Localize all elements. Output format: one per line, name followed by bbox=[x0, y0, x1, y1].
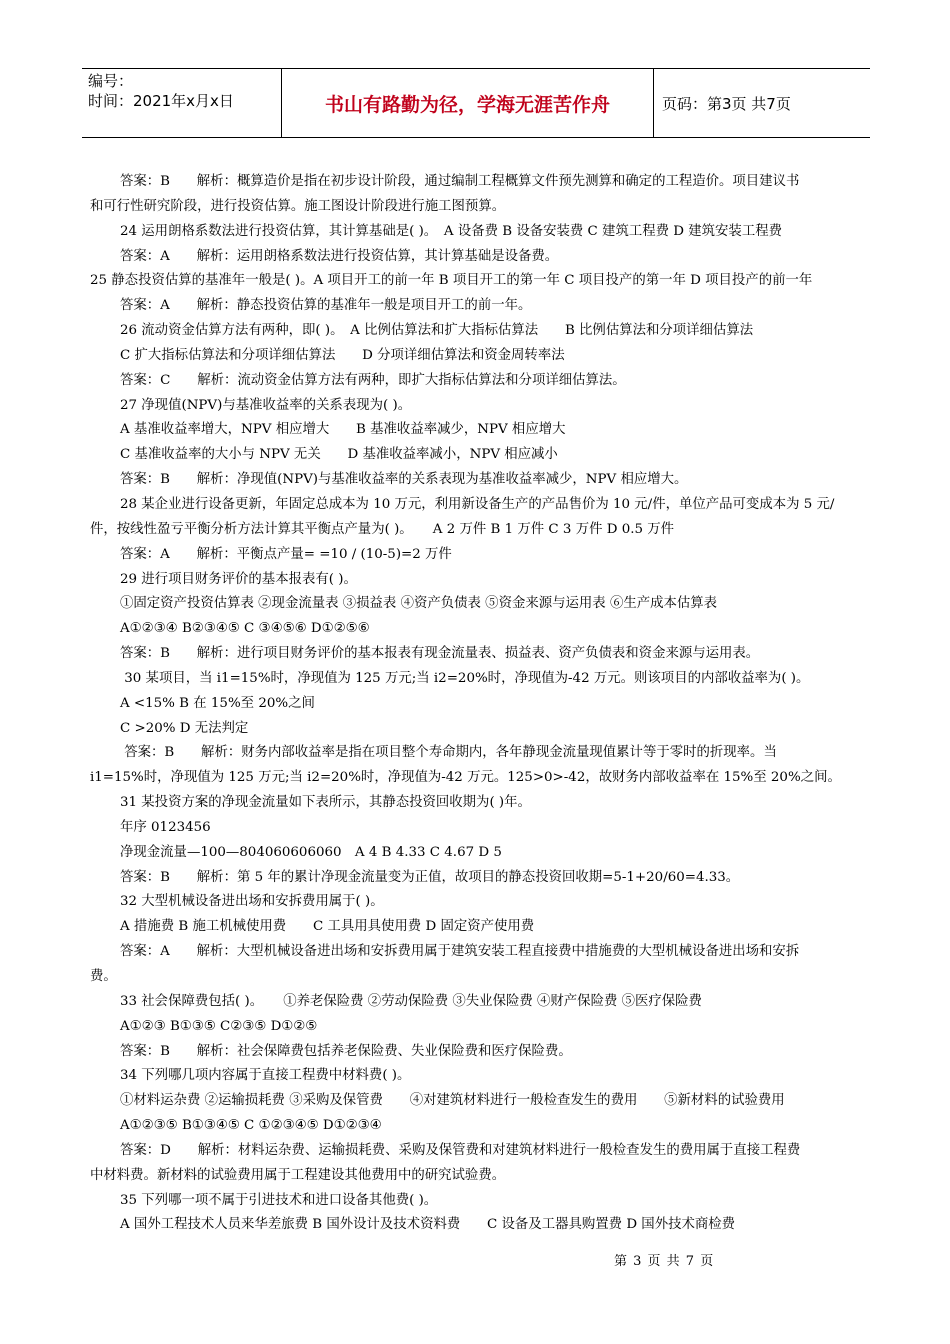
header-page-info: 页码：第3页 共7页 bbox=[662, 94, 791, 113]
text-line: 34 下列哪几项内容属于直接工程费中材料费( )。 bbox=[120, 1068, 411, 1084]
page-footer: 第 3 页 共 7 页 bbox=[614, 1254, 715, 1269]
text-line: C 扩大指标估算法和分项详细估算法 D 分项详细估算法和资金周转率法 bbox=[120, 347, 565, 363]
text-line: 31 某投资方案的净现金流量如下表所示，其静态投资回收期为( )年。 bbox=[120, 795, 531, 811]
text-line: i1=15%时，净现值为 125 万元;当 i2=20%时，净现值为-42 万元。125>0>-42，故财务内部收益率在 15%至 20%之间。 bbox=[90, 770, 841, 786]
text-line: 答案：A 解析：运用朗格系数法进行投资估算，其计算基础是设备费。 bbox=[120, 248, 559, 264]
document-number: 编号： bbox=[88, 72, 134, 90]
text-line: 35 下列哪一项不属于引进技术和进口设备其他费( )。 bbox=[120, 1192, 438, 1208]
text-line: A①②③⑤ B①③④⑤ C ①②③④⑤ D①②③④ bbox=[120, 1118, 382, 1134]
text-line: 件，按线性盈亏平衡分析方法计算其平衡点产量为( )。 A 2 万件 B 1 万件 C 3 万件 D 0.5 万件 bbox=[90, 521, 675, 537]
text-line: 28 某企业进行设备更新，年固定总成本为 10 万元，利用新设备生产的产品售价为 10 元/件，单位产品可变成本为 5 元/ bbox=[120, 496, 835, 512]
text-line: 答案：B 解析：第 5 年的累计净现金流量变为正值，故项目的静态投资回收期=5-1+20/60=4.33。 bbox=[120, 869, 740, 885]
text-line: A 国外工程技术人员来华差旅费 B 国外设计及技术资料费 C 设备及工器具购置费 D 国外技术商检费 bbox=[120, 1217, 736, 1233]
text-line: 答案：A 解析：静态投资估算的基准年一般是项目开工的前一年。 bbox=[120, 298, 532, 314]
text-line: 年序 0123456 bbox=[120, 819, 211, 835]
text-line: A①②③④ B②③④⑤ C ③④⑤⑥ D①②⑤⑥ bbox=[120, 621, 370, 637]
text-line: A <15% B 在 15%至 20%之间 bbox=[120, 695, 315, 711]
text-line: 答案：C 解析：流动资金估算方法有两种，即扩大指标估算法和分项详细估算法。 bbox=[120, 372, 626, 388]
text-line: A①②③ B①③⑤ C②③⑤ D①②⑤ bbox=[120, 1018, 318, 1034]
text-line: 答案：D 解析：材料运杂费、运输损耗费、采购及保管费和对建筑材料进行一般检查发生的费用属于直接工程费 bbox=[120, 1142, 801, 1158]
text-line: 27 净现值(NPV)与基准收益率的关系表现为( )。 bbox=[120, 397, 412, 413]
text-line: 答案：B 解析：社会保障费包括养老保险费、失业保险费和医疗保险费。 bbox=[120, 1043, 572, 1059]
text-line: 25 静态投资估算的基准年一般是( )。A 项目开工的前一年 B 项目开工的第一年 C 项目投产的第一年 D 项目投产的前一年 bbox=[90, 273, 813, 289]
document-time: 时间：2021年x月x日 bbox=[88, 92, 234, 110]
page-header bbox=[82, 68, 870, 138]
text-line: C >20% D 无法判定 bbox=[120, 720, 249, 736]
text-line: ①材料运杂费 ②运输损耗费 ③采购及保管费 ④对建筑材料进行一般检查发生的费用 ⑤新材料的试验费用 bbox=[120, 1093, 785, 1109]
document-body bbox=[90, 170, 862, 1238]
text-line: A 基准收益率增大，NPV 相应增大 B 基准收益率减少，NPV 相应增大 bbox=[120, 422, 566, 438]
text-line: 24 运用朗格系数法进行投资估算，其计算基础是( )。 A 设备费 B 设备安装费 C 建筑工程费 D 建筑安装工程费 bbox=[120, 223, 782, 239]
text-line: 32 大型机械设备进出场和安拆费用属于( )。 bbox=[120, 894, 384, 910]
header-meta bbox=[82, 69, 282, 137]
text-line: 答案：B 解析：财务内部收益率是指在项目整个寿命期内，各年静现金流量现值累计等于零时的折现率。当 bbox=[120, 745, 777, 761]
text-line: 答案：A 解析：大型机械设备进出场和安拆费用属于建筑安装工程直接费中措施费的大型机械设备进出场和安拆 bbox=[120, 944, 800, 960]
text-line: 答案：B 解析：净现值(NPV)与基准收益率的关系表现为基准收益率减少，NPV 相应增大。 bbox=[120, 472, 688, 488]
text-line: 答案：A 解析：平衡点产量= =10 / (10-5)=2 万件 bbox=[120, 546, 452, 562]
text-line: 中材料费。新材料的试验费用属于工程建设其他费用中的研究试验费。 bbox=[90, 1167, 506, 1183]
text-line: C 基准收益率的大小与 NPV 无关 D 基准收益率减小，NPV 相应减小 bbox=[120, 447, 558, 463]
text-line: ①固定资产投资估算表 ②现金流量表 ③损益表 ④资产负债表 ⑤资金来源与运用表 ⑥生产成本估算表 bbox=[120, 596, 718, 612]
text-line: 答案：B 解析：概算造价是指在初步设计阶段，通过编制工程概算文件预先测算和确定的工程造价。项目建议书 bbox=[120, 174, 800, 189]
text-line: A 措施费 B 施工机械使用费 C 工具用具使用费 D 固定资产使用费 bbox=[120, 919, 535, 935]
text-line: 33 社会保障费包括( )。 ①养老保险费 ②劳动保险费 ③失业保险费 ④财产保险费 ⑤医疗保险费 bbox=[120, 993, 702, 1009]
text-line: 净现金流量—100—804060606060 A 4 B 4.33 C 4.67 D 5 bbox=[120, 844, 502, 860]
text-line: 费。 bbox=[90, 969, 117, 984]
text-line: 答案：B 解析：进行项目财务评价的基本报表有现金流量表、损益表、资产负债表和资金来源与运用表。 bbox=[120, 646, 760, 662]
text-line: 26 流动资金估算方法有两种，即( )。 A 比例估算法和扩大指标估算法 B 比例估算法和分项详细估算法 bbox=[120, 323, 754, 339]
text-line: 30 某项目，当 i1=15%时，净现值为 125 万元;当 i2=20%时，净现值为-42 万元。则该项目的内部收益率为( )。 bbox=[120, 670, 810, 686]
header-motto: 书山有路勤为径，学海无涯苦作舟 bbox=[282, 69, 654, 137]
text-line: 29 进行项目财务评价的基本报表有( )。 bbox=[120, 571, 357, 587]
text-line: 和可行性研究阶段，进行投资估算。施工图设计阶段进行施工图预算。 bbox=[90, 198, 506, 214]
